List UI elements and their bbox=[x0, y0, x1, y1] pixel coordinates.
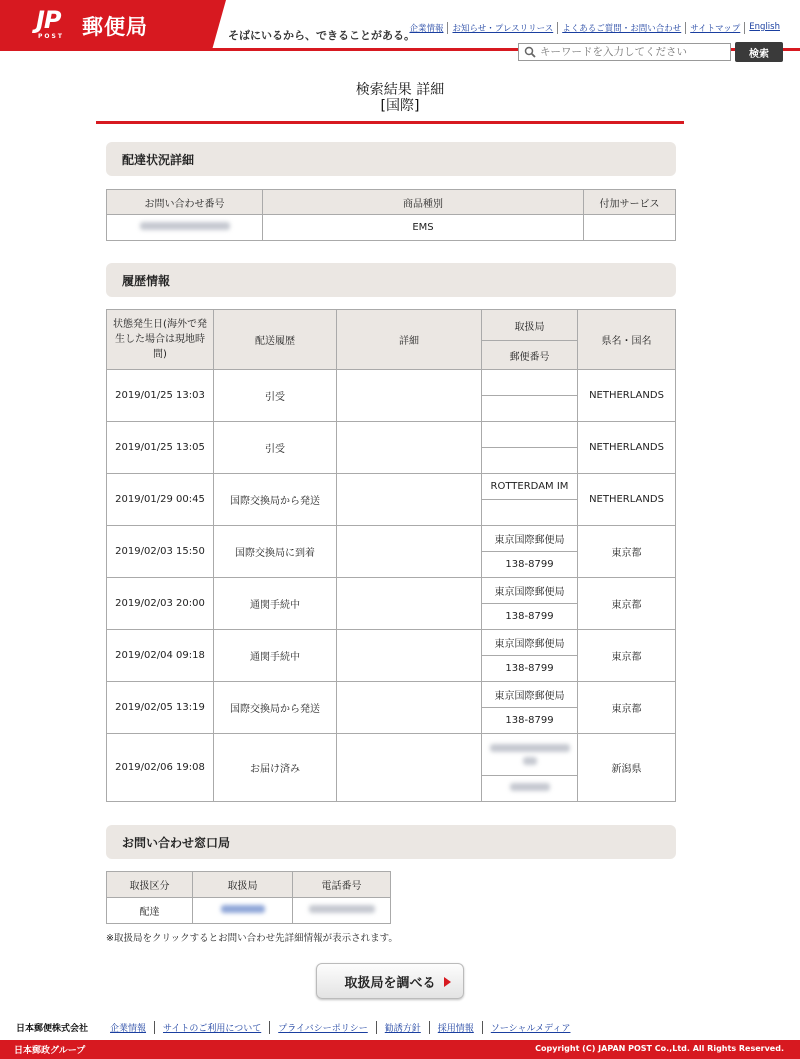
search-box bbox=[518, 43, 731, 61]
phone-cell bbox=[293, 898, 391, 924]
logo-jp-text: JP bbox=[36, 6, 61, 34]
col-postal: 郵便番号 bbox=[482, 341, 578, 370]
row4-postal: 138-8799 bbox=[482, 552, 578, 578]
row6-event: 通関手続中 bbox=[214, 630, 337, 682]
col-region: 県名・国名 bbox=[578, 310, 676, 370]
row3-detail bbox=[337, 474, 482, 526]
additional-service-cell bbox=[584, 215, 676, 241]
row7-event: 国際交換局から発送 bbox=[214, 682, 337, 734]
row1-event: 引受 bbox=[214, 370, 337, 422]
row5-region: 東京都 bbox=[578, 578, 676, 630]
contact-note: ※取扱局をクリックするとお問い合わせ先詳細情報が表示されます。 bbox=[106, 933, 398, 944]
row3-event: 国際交換局から発送 bbox=[214, 474, 337, 526]
row7-detail bbox=[337, 682, 482, 734]
redacted-office-line2 bbox=[523, 757, 537, 765]
row3-postal bbox=[482, 500, 578, 526]
row2-region: NETHERLANDS bbox=[578, 422, 676, 474]
section-delivery-detail: 配達状況詳細 bbox=[106, 142, 676, 176]
footer-link-solicitation[interactable]: 勧誘方針 bbox=[376, 1021, 429, 1034]
row5-office: 東京国際郵便局 bbox=[482, 578, 578, 604]
link-corporate-info[interactable]: 企業情報 bbox=[409, 24, 444, 34]
site-header bbox=[0, 0, 800, 70]
footer-link-terms[interactable]: サイトのご利用について bbox=[154, 1021, 269, 1034]
row6-region: 東京都 bbox=[578, 630, 676, 682]
link-news-press[interactable]: お知らせ・プレスリリース bbox=[447, 22, 557, 34]
row5-date: 2019/02/03 20:00 bbox=[107, 578, 214, 630]
title-divider bbox=[96, 121, 684, 124]
search-input[interactable] bbox=[540, 46, 720, 58]
section-contact-office: お問い合わせ窓口局 bbox=[106, 825, 676, 859]
row8-date: 2019/02/06 19:08 bbox=[107, 734, 214, 802]
row5-postal: 138-8799 bbox=[482, 604, 578, 630]
col-additional-service: 付加サービス bbox=[584, 190, 676, 215]
row2-office bbox=[482, 422, 578, 448]
row2-detail bbox=[337, 422, 482, 474]
row8-office bbox=[482, 734, 578, 776]
contact-office-link-cell[interactable] bbox=[193, 898, 293, 924]
col-date: 状態発生日(海外で発生した場合は現地時間) bbox=[107, 310, 214, 370]
row6-office: 東京国際郵便局 bbox=[482, 630, 578, 656]
company-name: 日本郵便株式会社 bbox=[16, 1024, 89, 1034]
section-history: 履歴情報 bbox=[106, 263, 676, 297]
col-event: 配送履歴 bbox=[214, 310, 337, 370]
col-tracking-number: お問い合わせ番号 bbox=[107, 190, 263, 215]
row1-region: NETHERLANDS bbox=[578, 370, 676, 422]
row7-region: 東京都 bbox=[578, 682, 676, 734]
header-links bbox=[405, 22, 784, 34]
logo-post-text: POST bbox=[38, 33, 64, 40]
footer-link-corporate[interactable]: 企業情報 bbox=[110, 1024, 147, 1034]
find-office-label: 取扱局を調べる bbox=[344, 975, 436, 991]
redacted-phone bbox=[309, 905, 375, 913]
link-sitemap[interactable]: サイトマップ bbox=[685, 22, 744, 34]
footer-link-recruit[interactable]: 採用情報 bbox=[429, 1021, 482, 1034]
row8-region: 新潟県 bbox=[578, 734, 676, 802]
page-subtitle: [国際] bbox=[380, 98, 420, 114]
row4-date: 2019/02/03 15:50 bbox=[107, 526, 214, 578]
col-product-type: 商品種別 bbox=[263, 190, 584, 215]
link-faq-contact[interactable]: よくあるご質問・お問い合わせ bbox=[557, 22, 685, 34]
col-contact-office: 取扱局 bbox=[193, 872, 293, 898]
redacted-office-line1 bbox=[490, 744, 570, 752]
row2-date: 2019/01/25 13:05 bbox=[107, 422, 214, 474]
row8-postal bbox=[482, 776, 578, 802]
row4-event: 国際交換局に到着 bbox=[214, 526, 337, 578]
row5-event: 通関手続中 bbox=[214, 578, 337, 630]
search-icon bbox=[524, 46, 536, 58]
row7-postal: 138-8799 bbox=[482, 708, 578, 734]
footer-links bbox=[110, 1021, 578, 1034]
row3-office: ROTTERDAM IM bbox=[482, 474, 578, 500]
row5-detail bbox=[337, 578, 482, 630]
history-table bbox=[106, 309, 676, 802]
tagline: そばにいるから、できることがある。 bbox=[228, 29, 415, 42]
row6-date: 2019/02/04 09:18 bbox=[107, 630, 214, 682]
find-office-button[interactable] bbox=[316, 963, 464, 999]
row4-region: 東京都 bbox=[578, 526, 676, 578]
row6-postal: 138-8799 bbox=[482, 656, 578, 682]
row3-region: NETHERLANDS bbox=[578, 474, 676, 526]
group-name: 日本郵政グループ bbox=[14, 1046, 86, 1056]
logo-name-text: 郵便局 bbox=[82, 15, 148, 39]
link-english[interactable]: English bbox=[744, 22, 784, 34]
row1-date: 2019/01/25 13:03 bbox=[107, 370, 214, 422]
row3-date: 2019/01/29 00:45 bbox=[107, 474, 214, 526]
footer-link-social[interactable]: ソーシャルメディア bbox=[482, 1021, 579, 1034]
row1-postal bbox=[482, 396, 578, 422]
row2-event: 引受 bbox=[214, 422, 337, 474]
page-title: 検索結果 詳細 bbox=[355, 82, 445, 98]
footer-bar bbox=[0, 1040, 800, 1059]
search-button[interactable]: 検索 bbox=[735, 42, 783, 62]
tracking-number-cell bbox=[107, 215, 263, 241]
col-detail: 詳細 bbox=[337, 310, 482, 370]
row6-detail bbox=[337, 630, 482, 682]
row8-event: お届け済み bbox=[214, 734, 337, 802]
contact-office-table bbox=[106, 871, 391, 924]
row4-detail bbox=[337, 526, 482, 578]
col-office: 取扱局 bbox=[482, 310, 578, 341]
copyright: Copyright (C) JAPAN POST Co.,Ltd. All Rights Reserved. bbox=[535, 1044, 784, 1053]
redacted-office-link[interactable] bbox=[221, 905, 265, 913]
col-phone: 電話番号 bbox=[293, 872, 391, 898]
row7-date: 2019/02/05 13:19 bbox=[107, 682, 214, 734]
redacted-postal bbox=[510, 783, 550, 791]
row4-office: 東京国際郵便局 bbox=[482, 526, 578, 552]
footer-link-privacy[interactable]: プライバシーポリシー bbox=[269, 1021, 376, 1034]
row1-detail bbox=[337, 370, 482, 422]
product-type-cell: EMS bbox=[263, 215, 584, 241]
redacted-tracking-number bbox=[140, 222, 230, 230]
row8-detail bbox=[337, 734, 482, 802]
col-category: 取扱区分 bbox=[107, 872, 193, 898]
category-cell: 配達 bbox=[107, 898, 193, 924]
arrow-right-icon bbox=[444, 977, 451, 987]
row1-office bbox=[482, 370, 578, 396]
row2-postal bbox=[482, 448, 578, 474]
row7-office: 東京国際郵便局 bbox=[482, 682, 578, 708]
delivery-detail-table bbox=[106, 189, 676, 241]
